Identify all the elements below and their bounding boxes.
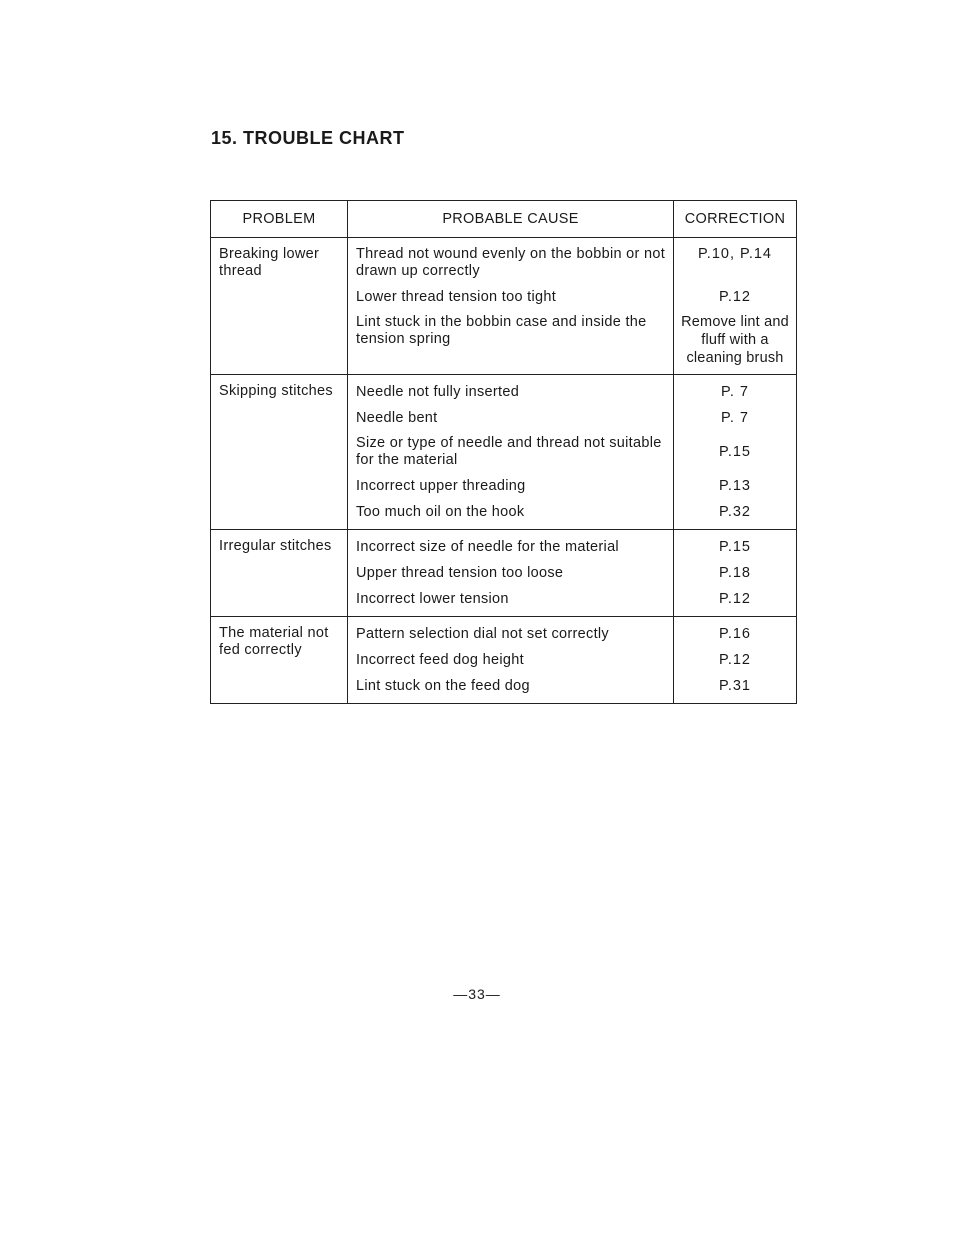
table-header-row xyxy=(211,201,797,238)
correction-cell xyxy=(674,617,797,704)
problem-cell: Breaking lower thread xyxy=(211,238,348,375)
correction-cell xyxy=(674,530,797,617)
cause-entry: Size or type of needle and thread not suitable for the material xyxy=(356,435,662,468)
header-problem: PROBLEM xyxy=(211,201,348,238)
correction-entry: P.13 xyxy=(719,477,751,494)
trouble-chart-table xyxy=(210,200,797,704)
correction-entry: P.31 xyxy=(719,677,751,694)
correction-entry: P.32 xyxy=(719,503,751,520)
cause-cell xyxy=(348,238,674,375)
problem-cell: Skipping stitches xyxy=(211,375,348,530)
cause-entry: Upper thread tension too loose xyxy=(356,564,564,581)
correction-cell xyxy=(674,238,797,375)
correction-entry: P.18 xyxy=(719,564,751,581)
cause-entry: Thread not wound evenly on the bobbin or not drawn up correctly xyxy=(356,246,666,279)
correction-entry: P.12 xyxy=(719,651,751,668)
correction-entry: P.12 xyxy=(719,288,751,305)
cause-entry: Incorrect size of needle for the material xyxy=(356,538,619,555)
table-row xyxy=(211,375,797,530)
cause-cell xyxy=(348,375,674,530)
header-probable-cause: PROBABLE CAUSE xyxy=(348,201,674,238)
correction-entry: P.15 xyxy=(719,538,751,555)
table-row xyxy=(211,530,797,617)
correction-entry: P.15 xyxy=(719,443,751,460)
cause-entry: Lint stuck on the feed dog xyxy=(356,677,530,694)
cause-entry: Lint stuck in the bobbin case and inside the tension spring xyxy=(356,314,647,347)
cause-cell xyxy=(348,530,674,617)
correction-cell xyxy=(674,375,797,530)
correction-entry: P.12 xyxy=(719,590,751,607)
problem-cell: Irregular stitches xyxy=(211,530,348,617)
cause-entry: Pattern selection dial not set correctly xyxy=(356,625,609,642)
cause-entry: Too much oil on the hook xyxy=(356,503,525,520)
cause-entry: Incorrect upper threading xyxy=(356,477,526,494)
header-correction: CORRECTION xyxy=(674,201,797,238)
problem-cell: The material not fed correctly xyxy=(211,617,348,704)
cause-entry: Needle not fully inserted xyxy=(356,383,520,400)
correction-entry: P.10, P.14 xyxy=(698,246,772,262)
table-row xyxy=(211,238,797,375)
table-row xyxy=(211,617,797,704)
correction-entry: P. 7 xyxy=(721,409,749,426)
page-title: 15. TROUBLE CHART xyxy=(211,128,405,148)
cause-entry: Needle bent xyxy=(356,409,438,426)
cause-cell xyxy=(348,617,674,704)
cause-entry: Incorrect feed dog height xyxy=(356,651,524,668)
correction-entry: P. 7 xyxy=(721,383,749,400)
cause-entry: Lower thread tension too tight xyxy=(356,288,557,305)
page-number: —33— xyxy=(453,986,501,1002)
correction-entry: Remove lint and fluff with a cleaning brush xyxy=(681,314,789,366)
cause-entry: Incorrect lower tension xyxy=(356,590,509,607)
correction-entry: P.16 xyxy=(719,625,751,642)
